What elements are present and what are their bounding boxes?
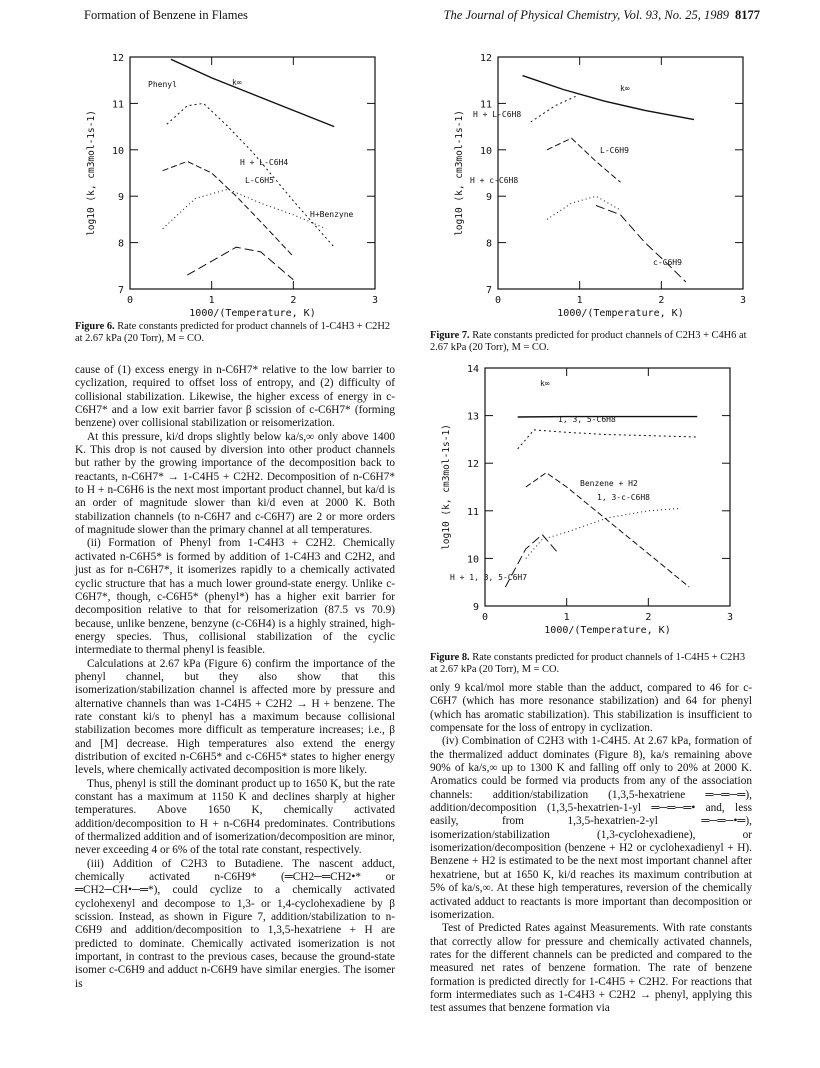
x-tick-label: 0 <box>494 295 502 306</box>
x-axis-label: 1000/(Temperature, K) <box>557 308 684 319</box>
x-tick-label: 1 <box>576 295 583 306</box>
y-tick-label: 14 <box>466 364 479 375</box>
x-tick-label: 3 <box>371 295 379 306</box>
x-tick-label: 2 <box>290 295 297 306</box>
plot-frame <box>130 57 375 289</box>
paragraph: only 9 kcal/mol more stable than the adduct, compared to 46 for c-C6H7 (which has more resonance stabilization) and 64 for phenyl (which has aromatic stabilization). This stabilization is insufficient to compensate for the loss of entropy in cyclization. <box>430 682 752 735</box>
y-tick-label: 13 <box>466 411 479 423</box>
curve-annotation: k∞ <box>232 78 242 87</box>
figure-8-caption-text: Rate constants predicted for product channels of 1-C4H5 + C2H3 at 2.67 kPa (20 Torr), M = CO. <box>430 652 746 675</box>
running-header-left: Formation of Benzene in Flames <box>84 8 248 22</box>
paragraph: cause of (1) excess energy in n-C6H7* relative to the low barrier to cyclization, required to offset loss of entropy, and (2) difficulty of collisional stabilization. Likewise, the higher excess of energy in c-C6H7* and a low exit barrier favor β scission of c-C6H7* (forming benzene) over collisional stabilization or reisomerization. <box>75 364 395 430</box>
right-text-column <box>430 682 752 1016</box>
curve-annotation: Phenyl <box>148 80 177 89</box>
y-tick-label: 11 <box>466 506 479 518</box>
y-tick-label: 9 <box>117 192 124 204</box>
figure-6-label: Figure 6. <box>75 321 115 332</box>
paragraph: (ii) Formation of Phenyl from 1-C4H3 + C2H2. Chemically activated n-C6H5* is formed by addition of 1-C4H3 and C2H2, and just as for n-C6H7*, it isomerizes rapidly to a chemically activated cyclic structure that has a much lower ground-state energy. Unlike c-C6H7*, though, c-C6H5* (phenyl*) has a higher exit barrier for decomposition relative to that for reisomerization (87.5 vs 70.9) because, unlike benzene, benzyne (c-C6H4) is a highly strained, high-energy species. Thus, collisional stabilization of the cyclic intermediate to thermal phenyl is feasible. <box>75 537 395 657</box>
curve-annotation: 1, 3, 5-C6H8 <box>558 415 616 424</box>
figure-7-caption-text: Rate constants predicted for product channels of C2H3 + C4H6 at 2.67 kPa (20 Torr), M = CO. <box>430 330 747 353</box>
series-line-4 <box>547 196 621 219</box>
series-line-2 <box>518 430 698 449</box>
y-tick-label: 7 <box>485 285 492 296</box>
page-number: 8177 <box>735 8 760 22</box>
curve-annotation: H+Benzyne <box>310 210 354 219</box>
figure-8-label: Figure 8. <box>430 652 470 663</box>
curve-annotation: c-C6H9 <box>653 258 682 267</box>
y-tick-label: 8 <box>485 238 492 250</box>
figure-6-caption <box>75 321 393 345</box>
series-line-3 <box>526 473 689 587</box>
y-tick-label: 10 <box>466 554 479 566</box>
curve-annotation: k∞ <box>620 84 630 93</box>
x-axis-label: 1000/(Temperature, K) <box>189 308 316 319</box>
x-tick-label: 1 <box>208 295 215 306</box>
figure-7-label: Figure 7. <box>430 330 470 341</box>
journal-citation: The Journal of Physical Chemistry, Vol. 93, No. 25, 1989 <box>443 8 729 22</box>
series-line-4 <box>526 508 681 558</box>
series-line-1 <box>523 76 695 120</box>
curve-annotation: H + c-C6H8 <box>470 176 519 185</box>
paragraph: Test of Predicted Rates against Measurements. With rate constants that correctly allow for pressure and chemically activated channels, rates for the different channels can be predicted and compared to the measured net rates of benzene formation. The rate of benzene formation is predicted directly for 1-C4H5 + C2H2. For reactions that form intermediates such as 1-C4H3 + C2H2 → phenyl, applying this test assumes that benzene formation via <box>430 922 752 1015</box>
x-tick-label: 2 <box>658 295 665 306</box>
paragraph: (iii) Addition of C2H3 to Butadiene. The nascent adduct, chemically activated n-C6H9* (═CH2─═CH2•* or ═CH2─CH•─═*), could cyclize to a chemically activated cyclohexenyl and decompose to 1,3- or 1,4-cyclohexadiene by β scission. Instead, as shown in Figure 7, addition/stabilization to n-C6H9 and addition/decomposition to 1,3,5-hexatriene + H are predicted to dominate. Chemically activated isomerization is not important, in contrast to the previous cases, because the ground-state isomer c-C6H9 and adduct n-C6H9 have similar energies. The isomer is <box>75 857 395 990</box>
series-line-2 <box>531 96 576 122</box>
figure-6-caption-text: Rate constants predicted for product channels of 1-C4H3 + C2H2 at 2.67 kPa (20 Torr), M = CO. <box>75 321 391 344</box>
series-line-5 <box>596 206 686 283</box>
curve-annotation: k∞ <box>540 379 550 388</box>
y-tick-label: 9 <box>485 192 492 204</box>
curve-annotation: H + 1, 3, 5-C6H7 <box>450 573 528 582</box>
y-tick-label: 9 <box>472 602 479 613</box>
y-tick-label: 11 <box>479 99 492 111</box>
series-line-1 <box>171 59 334 126</box>
x-axis-label: 1000/(Temperature, K) <box>544 625 671 636</box>
paragraph: At this pressure, ki/d drops slightly below ka/s,∞ only above 1400 K. This drop is not caused by diversion into other product channels but rather by the growing importance of the decomposition back to reactants, n-C6H7* → 1-C4H5 + C2H2. Decomposition of n-C6H7* to H + n-C6H6 is the next most important product channel, but ka/d is an order of magnitude slower than ki/d even at 2000 K. Both stabilization channels (to n-C6H7 and c-C6H7) are 2 or more orders of magnitude slower than the primary channel at all temperatures. <box>75 430 395 537</box>
y-tick-label: 10 <box>111 145 124 157</box>
curve-annotation: L-C6H9 <box>600 146 629 155</box>
x-tick-label: 0 <box>126 295 134 306</box>
y-axis-label: log10 (k, cm3mol-1s-1) <box>441 424 452 550</box>
x-tick-label: 3 <box>739 295 747 306</box>
figure-7-chart <box>448 45 778 335</box>
running-header-right <box>444 8 760 23</box>
figure-7-caption <box>430 330 752 354</box>
y-tick-label: 12 <box>466 459 479 471</box>
x-tick-label: 2 <box>645 612 652 623</box>
curve-annotation: L-C6H5 <box>245 176 274 185</box>
x-tick-label: 3 <box>726 612 734 623</box>
paragraph: Thus, phenyl is still the dominant product up to 1650 K, but the rate constant has a maximum at 1150 K and declines sharply at higher temperatures. Above 1650 K, chemically activated addition/decomposition to H + n-C6H4 predominates. Contributions of thermalized addition and of isomerization/decomposition are minor, never exceeding 4 or 6% of the total rate constant, respectively. <box>75 777 395 857</box>
y-tick-label: 7 <box>117 285 124 296</box>
y-axis-label: log10 (k, cm3mol-1s-1) <box>86 110 97 236</box>
figure-6-chart <box>60 45 390 335</box>
y-tick-label: 12 <box>479 53 492 64</box>
y-tick-label: 12 <box>111 53 124 64</box>
y-tick-label: 11 <box>111 99 124 111</box>
y-tick-label: 8 <box>117 238 124 250</box>
y-tick-label: 10 <box>479 145 492 157</box>
x-tick-label: 1 <box>563 612 570 623</box>
figure-8-caption <box>430 652 752 676</box>
left-text-column <box>75 364 395 991</box>
series-line-3 <box>547 138 621 182</box>
paragraph: (iv) Combination of C2H3 with 1-C4H5. At 2.67 kPa, formation of the thermalized adduct dominates (Figure 8), ka/s remaining above 90% of ka/s,∞ up to 1300 K and falling off only to 20% at 2000 K. Aromatics could be formed via products from any of the association channels: addition/stabilization (1,3,5-hexatriene ═─═─═), addition/decomposition (1,3,5-hexatrien-1-yl ═─═─═• and, less easily, from 1,3,5-hexatrien-2-yl ═─═─•═), isomerization/stabilization (1,3-cyclohexadiene), or isomerization/decomposition (benzene + H2 or cyclohexadienyl + H). Benzene + H2 is estimated to be the next most important channel after hexatriene, but at 1650 K, ki/d reaches its maximum contribution at 5% of ka/s,∞. At these high temperatures, reversion of the chemically activated adduct to reactants is more important than decomposition or isomerization. <box>430 735 752 921</box>
curve-annotation: 1, 3-c-C6H8 <box>597 493 650 502</box>
paragraph: Calculations at 2.67 kPa (Figure 6) confirm the importance of the phenyl channel, but they also show that this isomerization/stabilization channel is affected more by pressure and alternative channels than was 1-C4H5 + C2H2 → H + benzene. The rate constant ki/s to phenyl has a maximum because collisional stabilization becomes more difficult as temperature increases; i.e., β and [M] decrease. High temperatures also extend the energy distribution of excited n-C6H5* and c-C6H5* states to higher energy levels, where chemically activated decomposition is more likely. <box>75 657 395 777</box>
curve-annotation: Benzene + H2 <box>580 479 638 488</box>
x-tick-label: 0 <box>481 612 489 623</box>
y-axis-label: log10 (k, cm3mol-1s-1) <box>454 110 465 236</box>
curve-annotation: H + L-C6H8 <box>473 110 522 119</box>
figure-8-chart <box>430 362 760 647</box>
series-line-4 <box>163 189 326 229</box>
series-line-5 <box>187 247 293 280</box>
curve-annotation: H + L-C6H4 <box>240 158 289 167</box>
